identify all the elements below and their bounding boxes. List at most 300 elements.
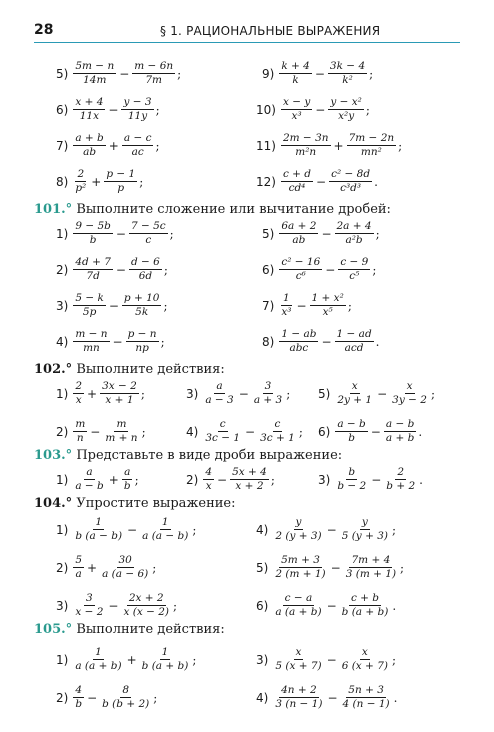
fraction — [73, 96, 105, 123]
punctuation: ; — [372, 262, 377, 277]
fraction-numerator: a — [124, 466, 131, 478]
fraction-numerator: x — [361, 646, 368, 658]
fraction — [203, 380, 235, 407]
header-rule — [34, 42, 460, 43]
section-title: § 1. РАЦИОНАЛЬНЫЕ ВЫРАЖЕНИЯ — [160, 24, 381, 38]
operator: − — [90, 424, 101, 439]
exercise-label: 2) — [56, 560, 69, 575]
fraction — [328, 96, 364, 123]
operator: − — [238, 386, 249, 401]
fraction-denominator: a — [75, 568, 82, 580]
fraction — [390, 380, 429, 407]
operator: − — [217, 472, 228, 487]
fraction-numerator: 1 − ad — [336, 328, 372, 340]
exercise-label: 2) — [56, 424, 69, 439]
fraction-numerator: 1 − ab — [281, 328, 317, 340]
fraction-numerator: k + 4 — [281, 60, 310, 72]
fraction-numerator: c² − 16 — [281, 256, 321, 268]
punctuation: ; — [140, 386, 145, 401]
fraction-denominator: 2 (m + 1) — [275, 568, 326, 580]
exercise-a7 — [262, 292, 352, 319]
fraction — [340, 646, 390, 673]
fraction — [100, 684, 151, 711]
fraction-denominator: b + 2 — [386, 480, 416, 492]
fraction-denominator: c⁵ — [349, 270, 360, 282]
fraction — [335, 220, 374, 247]
fraction-numerator: 3 — [264, 380, 272, 392]
fraction-numerator: 4 — [75, 684, 83, 696]
fraction-denominator: ab — [292, 234, 306, 246]
fraction-denominator: k — [292, 74, 299, 86]
fraction — [203, 466, 214, 493]
fraction-denominator: 7d — [86, 270, 100, 282]
fraction-denominator: b — [348, 432, 355, 444]
fraction-numerator: x — [406, 380, 413, 392]
fraction-denominator: x³ — [291, 110, 302, 122]
fraction — [340, 592, 391, 619]
exercise-label: 3) — [318, 472, 331, 487]
fraction-denominator: m + n — [105, 432, 138, 444]
fraction — [129, 220, 168, 247]
fraction-denominator: mn — [83, 342, 100, 354]
operator: − — [370, 424, 381, 439]
fraction-denominator: a (a + b) — [275, 606, 322, 618]
exercise-label: 6) — [56, 102, 69, 117]
exercise-label: 7) — [56, 138, 69, 153]
exercise-d4 — [256, 516, 396, 543]
fraction — [122, 466, 133, 493]
fraction-denominator: a + 3 — [253, 394, 283, 406]
exercise-c1 — [56, 466, 139, 493]
fraction — [273, 516, 323, 543]
fraction-denominator: 11x — [79, 110, 100, 122]
fraction-numerator: 5 — [75, 554, 83, 566]
fraction — [335, 380, 374, 407]
task-101 — [34, 202, 391, 217]
exercise-label: 3) — [256, 652, 269, 667]
fraction-denominator: x − 2 — [75, 606, 104, 618]
fraction-numerator: m − 6n — [134, 60, 174, 72]
fraction-numerator: 9 − 5b — [75, 220, 111, 232]
fraction-denominator: mn² — [360, 146, 382, 158]
fraction-denominator: c⁶ — [295, 270, 306, 282]
fraction-denominator: p² — [75, 182, 87, 194]
page-number: 28 — [34, 22, 54, 38]
fraction — [273, 684, 324, 711]
fraction — [100, 554, 150, 581]
fraction — [140, 646, 191, 673]
operator: − — [115, 262, 126, 277]
fraction — [279, 328, 318, 355]
punctuation: ; — [141, 424, 146, 439]
operator: − — [245, 424, 256, 439]
fraction-numerator: 2m − 3n — [282, 132, 329, 144]
fraction — [258, 418, 297, 445]
operator: + — [126, 652, 137, 667]
fraction-numerator: 5x + 4 — [232, 466, 267, 478]
punctuation: . — [392, 598, 397, 613]
exercise-d3 — [56, 592, 177, 619]
fraction-numerator: 2x + 2 — [128, 592, 164, 604]
fraction-denominator: c³d³ — [340, 182, 362, 194]
punctuation: ; — [134, 472, 139, 487]
fraction-numerator: 8 — [122, 684, 130, 696]
fraction-numerator: c — [274, 418, 281, 430]
exercise-label: 1) — [56, 386, 69, 401]
fraction-denominator: b (a + b) — [341, 606, 389, 618]
punctuation: ; — [286, 386, 291, 401]
fraction-numerator: c − a — [284, 592, 313, 604]
fraction-numerator: m — [116, 418, 127, 430]
punctuation: ; — [160, 334, 165, 349]
fraction — [121, 592, 171, 619]
punctuation: . — [418, 424, 423, 439]
fraction-denominator: 3c + 1 — [260, 432, 295, 444]
fraction-numerator: a — [86, 466, 93, 478]
punctuation: ; — [152, 560, 157, 575]
fraction-denominator: a + b — [385, 432, 415, 444]
fraction — [132, 60, 175, 87]
operator: + — [333, 138, 344, 153]
fraction — [279, 60, 312, 87]
exercise-p10 — [256, 96, 370, 123]
page-header — [34, 22, 460, 42]
punctuation: ; — [365, 102, 370, 117]
fraction-denominator: 4 (n − 1) — [342, 698, 390, 710]
operator: − — [316, 174, 327, 189]
task-number: 102.° — [34, 362, 73, 377]
fraction-denominator: 5p — [82, 306, 97, 318]
fraction-denominator: 3y − 2 — [392, 394, 427, 406]
fraction-denominator: b (b + 2) — [102, 698, 150, 710]
exercise-label: 9) — [262, 66, 275, 81]
punctuation: ; — [400, 560, 405, 575]
fraction-denominator: 3 (n − 1) — [275, 698, 323, 710]
task-text: Выполните сложение или вычитание дробей: — [76, 202, 391, 217]
fraction-denominator: x — [75, 394, 82, 406]
exercise-label: 8) — [56, 174, 69, 189]
exercise-d1 — [56, 516, 196, 543]
fraction — [252, 380, 284, 407]
fraction-numerator: x − y — [282, 96, 311, 108]
task-text: Представьте в виде дроби выражение: — [76, 448, 343, 463]
fraction-numerator: a − c — [123, 132, 152, 144]
operator: − — [327, 690, 338, 705]
fraction — [122, 132, 154, 159]
fraction-numerator: 5m − n — [75, 60, 115, 72]
task-number: 101.° — [34, 202, 73, 217]
punctuation: ; — [139, 174, 144, 189]
fraction-numerator: 1 — [95, 516, 103, 528]
operator: − — [371, 472, 382, 487]
fraction-denominator: 7m — [145, 74, 163, 86]
operator: − — [314, 66, 325, 81]
fraction-denominator: x (x − 2) — [123, 606, 169, 618]
fraction-numerator: p − 1 — [106, 168, 136, 180]
exercise-d6 — [256, 592, 396, 619]
operator: − — [315, 102, 326, 117]
exercise-p12 — [256, 168, 378, 195]
fraction-numerator: m − n — [75, 328, 108, 340]
operator: + — [108, 138, 119, 153]
exercise-a2 — [56, 256, 168, 283]
fraction-denominator: x + 2 — [235, 480, 264, 492]
exercise-b6 — [318, 418, 422, 445]
fraction-denominator: b − 2 — [337, 480, 367, 492]
fraction-denominator: 5k — [135, 306, 149, 318]
exercise-p8 — [56, 168, 143, 195]
fraction — [104, 168, 137, 195]
fraction-denominator: a (a − 6) — [102, 568, 149, 580]
exercise-label: 6) — [262, 262, 275, 277]
task-text: Выполните действия: — [76, 362, 225, 377]
fraction-denominator: p — [117, 182, 125, 194]
operator: − — [127, 522, 138, 537]
fraction — [140, 516, 190, 543]
exercise-p5 — [56, 60, 181, 87]
fraction — [338, 256, 370, 283]
fraction — [129, 256, 162, 283]
fraction-denominator: b — [75, 698, 83, 710]
fraction-numerator: c² − 8d — [331, 168, 371, 180]
fraction — [341, 684, 392, 711]
punctuation: ; — [192, 652, 197, 667]
punctuation: ; — [430, 386, 435, 401]
task-number: 103.° — [34, 448, 73, 463]
punctuation: ; — [298, 424, 303, 439]
operator: − — [326, 522, 337, 537]
fraction-numerator: c — [219, 418, 226, 430]
exercise-label: 7) — [262, 298, 275, 313]
exercise-label: 3) — [186, 386, 199, 401]
punctuation: ; — [398, 138, 403, 153]
fraction-numerator: 5n + 3 — [348, 684, 384, 696]
fraction — [73, 292, 106, 319]
fraction — [73, 646, 123, 673]
operator: − — [108, 298, 119, 313]
fraction-numerator: 3k − 4 — [329, 60, 366, 72]
punctuation: ; — [163, 298, 168, 313]
exercise-c2 — [186, 466, 275, 493]
fraction — [73, 60, 116, 87]
fraction — [73, 684, 84, 711]
fraction-numerator: 4n + 2 — [281, 684, 317, 696]
fraction-denominator: acd — [344, 342, 364, 354]
fraction-numerator: m — [75, 418, 86, 430]
fraction-denominator: ab — [83, 146, 97, 158]
fraction-denominator: 2y + 1 — [337, 394, 373, 406]
punctuation: ; — [391, 652, 397, 667]
exercise-label: 11) — [256, 138, 276, 153]
task-number: 104.° — [34, 496, 73, 511]
fraction — [273, 592, 323, 619]
fraction-numerator: y − 3 — [123, 96, 152, 108]
fraction — [335, 418, 367, 445]
fraction-denominator: 3 (m + 1) — [345, 568, 397, 580]
operator: − — [112, 334, 123, 349]
fraction — [279, 292, 293, 319]
fraction — [73, 256, 113, 283]
exercise-label: 12) — [256, 174, 276, 189]
fraction-numerator: a − b — [385, 418, 415, 430]
punctuation: ; — [375, 226, 380, 241]
fraction — [279, 256, 322, 283]
operator: − — [377, 386, 388, 401]
exercise-label: 5) — [56, 66, 69, 81]
exercise-a1 — [56, 220, 174, 247]
fraction-numerator: 1 — [283, 292, 290, 304]
fraction-denominator: 6 (x + 7) — [341, 660, 388, 672]
punctuation: ; — [369, 66, 374, 81]
exercise-label: 10) — [256, 102, 276, 117]
task-102 — [34, 362, 225, 377]
exercise-label: 1) — [56, 522, 69, 537]
fraction — [384, 418, 416, 445]
exercise-label: 4) — [186, 424, 199, 439]
exercise-d2 — [56, 554, 156, 581]
punctuation: ; — [192, 522, 197, 537]
operator: − — [330, 560, 341, 575]
exercise-label: 6) — [256, 598, 269, 613]
exercise-b2 — [56, 418, 146, 445]
fraction-denominator: x⁵ — [322, 306, 333, 318]
fraction-denominator: a − 3 — [205, 394, 234, 406]
exercise-a8 — [262, 328, 380, 355]
exercise-b1 — [56, 380, 145, 407]
fraction-denominator: 14m — [83, 74, 107, 86]
fraction — [121, 96, 153, 123]
fraction-numerator: d − 6 — [130, 256, 160, 268]
fraction-numerator: 1 — [161, 516, 169, 528]
operator: − — [326, 598, 337, 613]
operator: − — [296, 298, 307, 313]
fraction-denominator: m²n — [295, 146, 317, 158]
exercise-a3 — [56, 292, 168, 319]
operator: − — [325, 262, 336, 277]
fraction — [279, 220, 318, 247]
exercise-p7 — [56, 132, 160, 159]
fraction — [335, 328, 374, 355]
fraction — [73, 516, 124, 543]
exercise-label: 3) — [56, 598, 69, 613]
punctuation: ; — [391, 522, 397, 537]
operator: − — [326, 652, 337, 667]
fraction — [103, 418, 139, 445]
punctuation: ; — [153, 690, 158, 705]
operator: − — [321, 226, 332, 241]
fraction-numerator: p + 10 — [123, 292, 160, 304]
fraction-numerator: x — [351, 380, 358, 392]
fraction-numerator: 4d + 7 — [75, 256, 111, 268]
operator: − — [87, 690, 98, 705]
fraction-numerator: 30 — [118, 554, 132, 566]
fraction-denominator: cd⁴ — [288, 182, 306, 194]
fraction-denominator: abc — [289, 342, 309, 354]
exercise-e3 — [256, 646, 396, 673]
fraction-numerator: c − 9 — [340, 256, 369, 268]
exercise-e2 — [56, 684, 157, 711]
fraction-denominator: n — [76, 432, 84, 444]
fraction — [73, 592, 105, 619]
exercise-label: 1) — [56, 226, 69, 241]
fraction-numerator: 1 — [95, 646, 102, 658]
fraction — [73, 418, 87, 445]
exercise-label: 3) — [56, 298, 69, 313]
task-105 — [34, 622, 225, 637]
fraction — [73, 328, 109, 355]
fraction-denominator: 6d — [138, 270, 153, 282]
fraction — [73, 554, 84, 581]
fraction — [73, 132, 105, 159]
fraction — [73, 380, 84, 407]
fraction-denominator: a − b — [75, 480, 104, 492]
task-103 — [34, 448, 342, 463]
fraction — [328, 60, 367, 87]
fraction-numerator: y — [295, 516, 302, 528]
exercise-a6 — [262, 256, 376, 283]
fraction-numerator: 5 − k — [75, 292, 104, 304]
fraction-numerator: a — [216, 380, 223, 392]
fraction — [273, 646, 323, 673]
fraction-numerator: a − b — [337, 418, 366, 430]
operator: − — [321, 334, 332, 349]
fraction-denominator: x — [205, 480, 212, 492]
fraction — [281, 96, 312, 123]
fraction-denominator: a²b — [345, 234, 363, 246]
exercise-label: 8) — [262, 334, 275, 349]
fraction-denominator: b — [123, 480, 131, 492]
exercise-label: 1) — [56, 472, 69, 487]
fraction — [281, 132, 331, 159]
operator: + — [87, 386, 98, 401]
operator: − — [108, 598, 119, 613]
fraction-denominator: b (a + b) — [141, 660, 189, 672]
fraction-numerator: 7m + 4 — [351, 554, 391, 566]
fraction-numerator: 5m + 3 — [281, 554, 320, 566]
fraction-numerator: c + b — [350, 592, 380, 604]
fraction — [203, 418, 242, 445]
fraction-numerator: 1 + x² — [311, 292, 344, 304]
fraction — [335, 466, 368, 493]
fraction — [347, 132, 397, 159]
exercise-label: 2) — [186, 472, 199, 487]
operator: + — [108, 472, 119, 487]
exercise-label: 2) — [56, 690, 69, 705]
fraction — [100, 380, 139, 407]
fraction — [344, 554, 398, 581]
exercise-a4 — [56, 328, 165, 355]
operator: + — [87, 560, 98, 575]
fraction-numerator: 3x − 2 — [102, 380, 137, 392]
exercise-p11 — [256, 132, 402, 159]
fraction-numerator: 1 — [161, 646, 169, 658]
fraction — [310, 292, 346, 319]
operator: + — [91, 174, 102, 189]
punctuation: ; — [347, 298, 352, 313]
exercise-label: 5) — [262, 226, 275, 241]
exercise-b5 — [318, 380, 435, 407]
operator: − — [108, 102, 119, 117]
operator: − — [119, 66, 130, 81]
exercise-b3 — [186, 380, 290, 407]
fraction — [273, 554, 327, 581]
fraction — [73, 168, 88, 195]
fraction-numerator: 2a + 4 — [336, 220, 372, 232]
exercise-a5 — [262, 220, 380, 247]
fraction-numerator: y − x² — [330, 96, 362, 108]
punctuation: ; — [155, 102, 160, 117]
fraction — [281, 168, 313, 195]
